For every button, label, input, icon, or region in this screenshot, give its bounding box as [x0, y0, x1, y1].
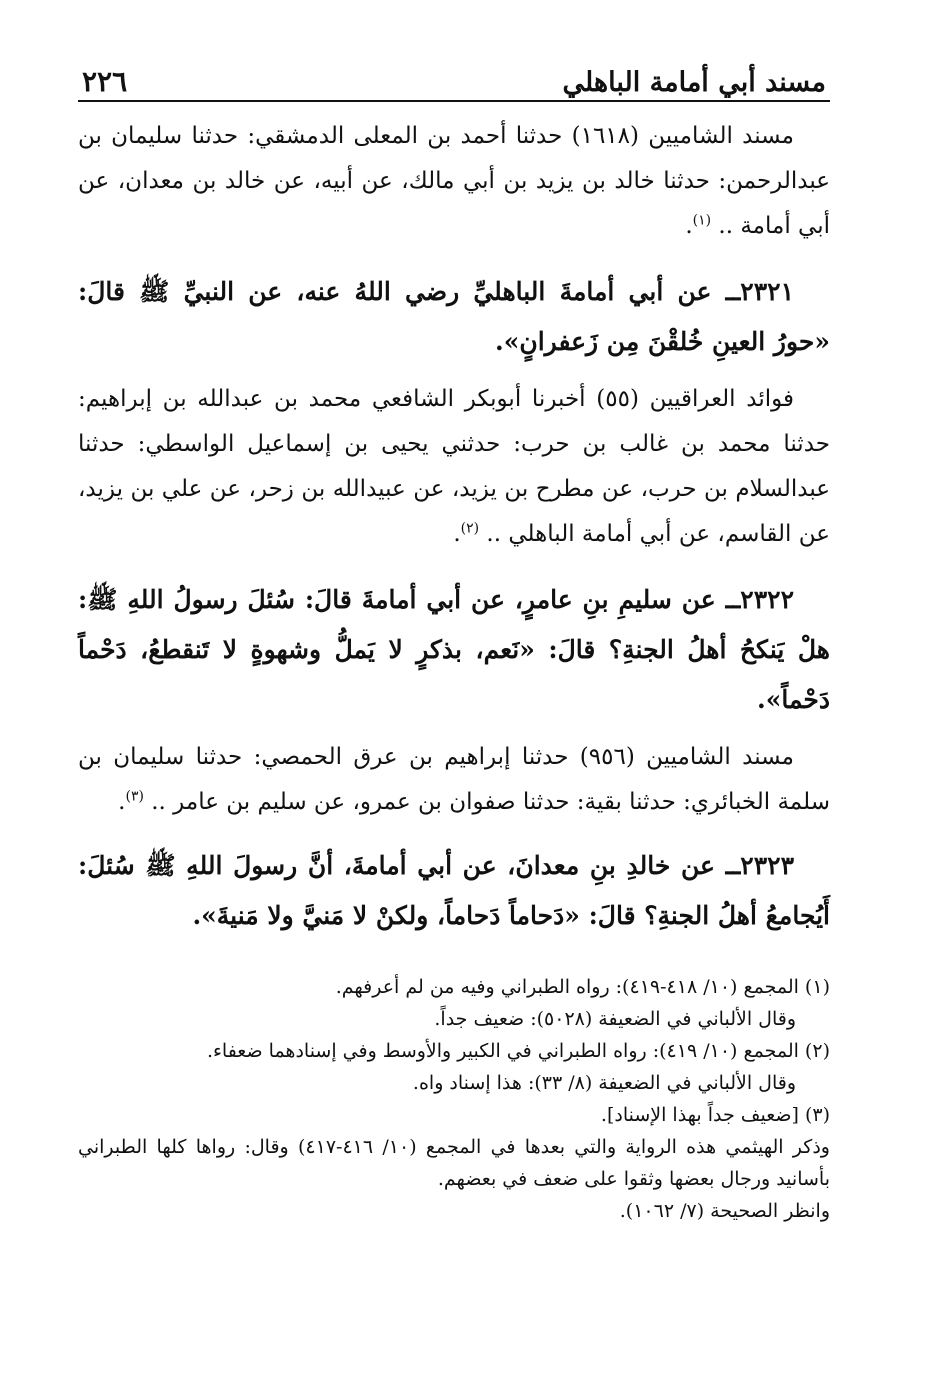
book-page: [78, 62, 830, 1227]
hadith-text: ٢٣٢٢ــ عن سليمِ بنِ عامرٍ، عن أبي أمامةَ قالَ: سُئلَ رسولُ اللهِ ﷺ: هلْ يَنكحُ أهلُ الجنةِ؟ قالَ: «نَعم، بذكرٍ لا يَملُّ وشهوةٍ لا تَنقطعُ، دَحْماً دَحْماً».: [78, 585, 830, 714]
source-paragraph: مسند الشاميين (٩٥٦) حدثنا إبراهيم بن عرق الحمصي: حدثنا سليمان بن سلمة الخبائري: حدثنا بقية: حدثنا صفوان بن عمرو، عن سليم بن عامر .. $^{(٣)}$.: [78, 744, 830, 815]
footnote-line: (٣) [ضعيف جداً بهذا الإسناد].: [600, 1104, 830, 1126]
footnote-line: وقال الألباني في الضعيفة (٨/ ٣٣): هذا إسناد واه.: [412, 1072, 796, 1094]
source-paragraph: مسند الشاميين (١٦١٨) حدثنا أحمد بن المعلى الدمشقي: حدثنا سليمان بن عبدالرحمن: حدثنا خالد بن يزيد بن أبي مالك، عن أبيه، عن خالد بن معدان، عن أبي أمامة .. $^{(١)}$.: [78, 123, 830, 239]
hadith-paragraph: [78, 267, 830, 367]
footnote-line: (١) المجمع (١٠/ ٤١٨-٤١٩): رواه الطبراني وفيه من لم أعرفهم.: [335, 976, 830, 998]
footnote-ref[interactable]: (١): [692, 212, 712, 229]
footnote-line: (٢) المجمع (١٠/ ٤١٩): رواه الطبراني في الكبير والأوسط وفي إسنادهما ضعفاء.: [206, 1040, 830, 1062]
hadith-paragraph: [78, 575, 830, 725]
source-text: مسند الشاميين (١٦١٨) حدثنا أحمد بن المعلى الدمشقي: حدثنا سليمان بن عبدالرحمن: حدثنا خالد بن يزيد بن أبي مالك، عن أبيه، عن خالد بن معدان، عن أبي أمامة ..: [78, 123, 830, 239]
page-number: ٢٢٦: [82, 65, 128, 98]
source-paragraph: فوائد العراقيين (٥٥) أخبرنا أبوبكر الشافعي محمد بن عبدالله بن إبراهيم: حدثنا محمد بن غالب بن حرب: حدثني يحيى بن إسماعيل الواسطي: حدثنا عبدالسلام بن حرب، عن مطرح بن يزيد، عن عبيدالله بن زحر، عن علي بن يزيد، عن القاسم، عن أبي أمامة الباهلي .. $^{(٢)}$.: [78, 386, 830, 547]
running-title: مسند أبي أمامة الباهلي: [562, 67, 826, 98]
footnotes-section: [78, 971, 830, 1227]
footnote-line: وقال الألباني في الضعيفة (٥٠٢٨): ضعيف جداً.: [434, 1008, 796, 1030]
footnote-ref[interactable]: (٣): [125, 788, 144, 805]
footnote-line: وذكر الهيثمي هذه الرواية والتي بعدها في المجمع (١٠/ ٤١٦-٤١٧) وقال: رواها كلها الطبراني بأسانيد ورجال بعضها وثقوا على ضعف في بعضهم.: [78, 1136, 830, 1190]
hadith-paragraph: [78, 841, 830, 941]
source-text: فوائد العراقيين (٥٥) أخبرنا أبوبكر الشافعي محمد بن عبدالله بن إبراهيم: حدثنا محمد بن غالب بن حرب: حدثني يحيى بن إسماعيل الواسطي: حدثنا عبدالسلام بن حرب، عن مطرح بن يزيد، عن عبيدالله بن زحر، عن علي بن يزيد، عن القاسم، عن أبي أمامة الباهلي ..: [78, 386, 830, 547]
source-text: مسند الشاميين (٩٥٦) حدثنا إبراهيم بن عرق الحمصي: حدثنا سليمان بن سلمة الخبائري: حدثنا بقية: حدثنا صفوان بن عمرو، عن سليم بن عامر ..: [78, 744, 830, 815]
hadith-text: ٢٣٢١ــ عن أبي أمامةَ الباهليِّ رضي اللهُ عنه، عن النبيِّ ﷺ قالَ: «حورُ العينِ خُلقْنَ مِن زَعفرانٍ».: [78, 277, 830, 356]
footnote-ref[interactable]: (٢): [460, 520, 480, 537]
hadith-text: ٢٣٢٣ــ عن خالدِ بنِ معدانَ، عن أبي أمامةَ، أنَّ رسولَ اللهِ ﷺ سُئلَ: أَيُجامعُ أهلُ الجنةِ؟ قالَ: «دَحاماً دَحاماً، ولكنْ لا مَنيَّ ولا مَنيةَ».: [78, 851, 830, 930]
footnote-line: وانظر الصحيحة (٧/ ١٠٦٢).: [619, 1200, 830, 1222]
running-header: [78, 62, 830, 102]
